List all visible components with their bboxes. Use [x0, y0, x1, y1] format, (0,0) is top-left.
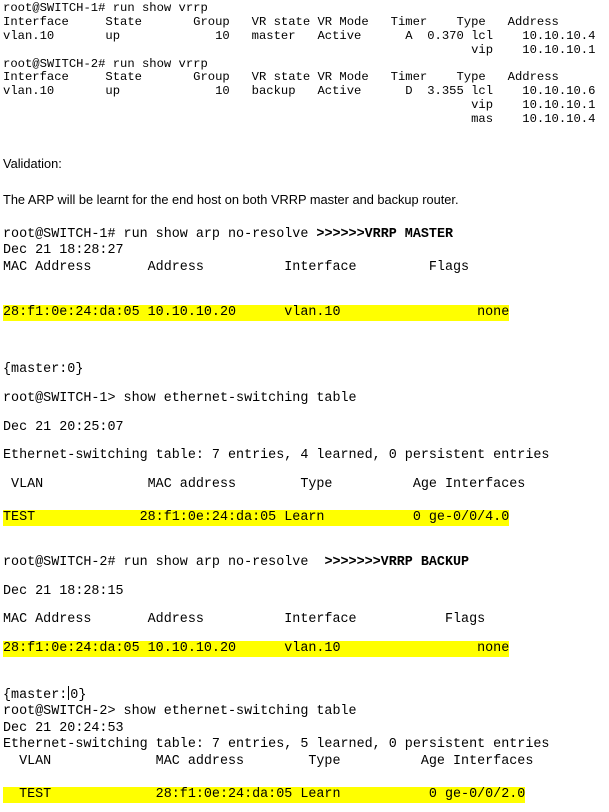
vrrp-header-switch2: Interface State Group VR state VR Mode Timer Type Address	[3, 70, 559, 84]
eth-date-switch1: Dec 21 20:25:07	[3, 420, 124, 435]
vrrp-master-tag: >>>>>>VRRP MASTER	[316, 227, 454, 242]
eth-header-switch2: VLAN MAC address Type Age Interfaces	[3, 754, 534, 769]
vrrp-row-switch2-mas: mas 10.10.10.4	[3, 112, 596, 126]
vrrp-row-switch1-lcl: vlan.10 up 10 master Active A 0.370 lcl 10.10.10.4	[3, 29, 596, 43]
eth-summary-switch1: Ethernet-switching table: 7 entries, 4 learned, 0 persistent entries	[3, 448, 550, 463]
vrrp-command-switch2: root@SWITCH-2# run show vrrp	[3, 57, 208, 71]
validation-heading: Validation:	[3, 156, 62, 171]
vrrp-command-switch1: root@SWITCH-1# run show vrrp	[3, 1, 208, 15]
arp-command-switch2	[3, 555, 469, 571]
prompt-text-a: {master:	[3, 688, 68, 703]
vrrp-row-switch2-vip: vip 10.10.10.1	[3, 98, 596, 112]
vrrp-backup-tag: >>>>>>>VRRP BACKUP	[324, 555, 470, 570]
arp-date-switch2: Dec 21 18:28:15	[3, 584, 124, 599]
arp-row-switch1: 28:f1:0e:24:da:05 10.10.10.20 vlan.10 none	[3, 305, 510, 320]
arp-row-switch2: 28:f1:0e:24:da:05 10.10.10.20 vlan.10 none	[3, 641, 510, 656]
arp-command-text: root@SWITCH-1# run show arp no-resolve	[3, 227, 317, 242]
vrrp-row-switch2-lcl: vlan.10 up 10 backup Active D 3.355 lcl 10.10.10.6	[3, 84, 596, 98]
eth-row-switch1: TEST 28:f1:0e:24:da:05 Learn 0 ge-0/0/4.0	[3, 510, 510, 525]
eth-date-switch2: Dec 21 20:24:53	[3, 721, 124, 736]
arp-date-switch1: Dec 21 18:28:27	[3, 243, 124, 258]
arp-command-text: root@SWITCH-2# run show arp no-resolve	[3, 555, 325, 570]
vrrp-header-switch1: Interface State Group VR state VR Mode Timer Type Address	[3, 15, 559, 29]
prompt-switch1: {master:0}	[3, 362, 84, 377]
prompt-text-b: 0}	[70, 688, 87, 703]
eth-command-switch1: root@SWITCH-1> show ethernet-switching table	[3, 391, 357, 406]
eth-summary-switch2: Ethernet-switching table: 7 entries, 5 learned, 0 persistent entries	[3, 737, 550, 752]
eth-header-switch1: VLAN MAC address Type Age Interfaces	[3, 477, 526, 492]
arp-command-switch1	[3, 227, 453, 243]
eth-row-switch2: TEST 28:f1:0e:24:da:05 Learn 0 ge-0/0/2.0	[3, 787, 526, 802]
arp-header-switch2: MAC Address Address Interface Flags	[3, 612, 486, 627]
vrrp-row-switch1-vip: vip 10.10.10.1	[3, 43, 596, 57]
prompt-switch2	[3, 686, 86, 704]
arp-header-switch1: MAC Address Address Interface Flags	[3, 260, 470, 275]
eth-command-switch2: root@SWITCH-2> show ethernet-switching table	[3, 704, 357, 719]
validation-text: The ARP will be learnt for the end host on both VRRP master and backup router.	[3, 192, 459, 207]
